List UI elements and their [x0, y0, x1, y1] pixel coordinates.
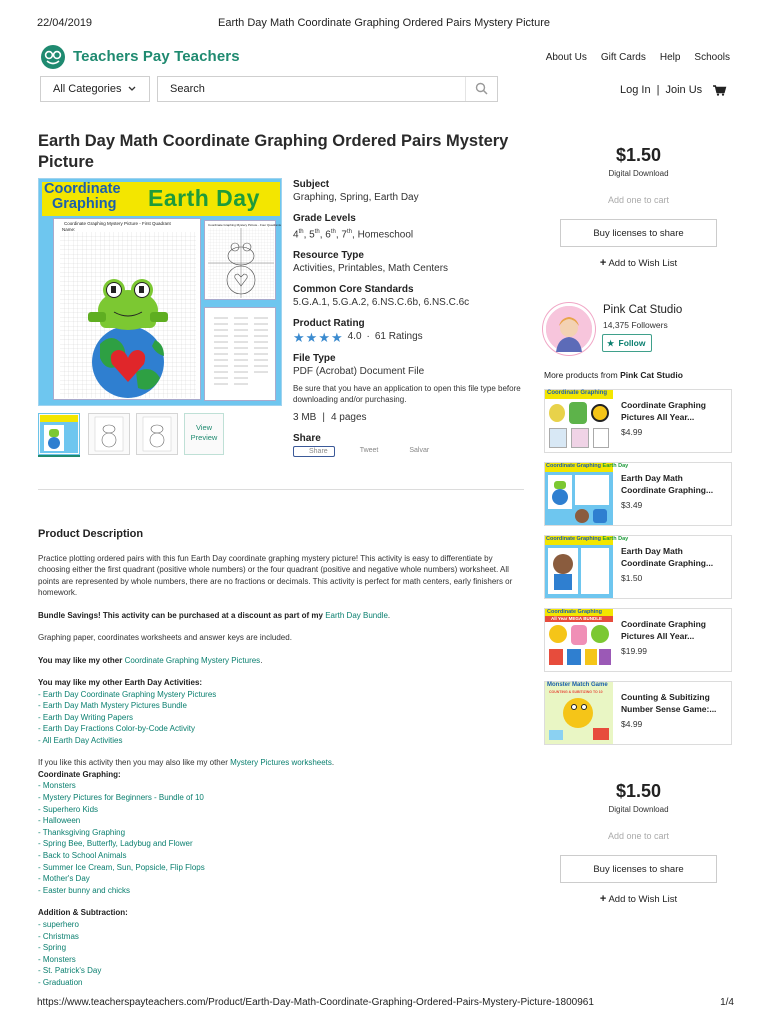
tile-label-1: Coordinate Graphing — [546, 536, 601, 542]
grade-6: 6 — [325, 229, 331, 241]
description-link-item[interactable]: - Monsters — [38, 954, 76, 964]
add-to-wishlist-button[interactable] — [560, 257, 717, 269]
star-icon: ★ — [330, 329, 343, 345]
size-separator: | — [322, 412, 325, 424]
more-product-image-label — [545, 536, 629, 545]
tile-owl — [575, 509, 589, 523]
print-date: 22/04/2019 — [37, 17, 93, 29]
seller-avatar[interactable] — [543, 303, 595, 355]
description-link-item[interactable]: - Earth Day Coordinate Graphing Mystery Pictures — [38, 689, 217, 699]
tile-monster-eye — [581, 704, 587, 710]
mystery-pictures-link[interactable]: Mystery Pictures worksheets — [230, 758, 332, 768]
wishlist-label: Add to Wish List — [608, 894, 678, 905]
thumbnail-selected-indicator — [38, 455, 80, 457]
description-link-item[interactable]: - Easter bunny and chicks — [38, 885, 131, 895]
bundle-period: . — [387, 610, 391, 620]
login-link[interactable]: Log In — [620, 84, 651, 96]
more-product-image-label-2: COUNTING & SUBITIZING TO 10 — [549, 690, 603, 694]
earth-day-links — [38, 689, 524, 747]
twitter-tweet-button[interactable]: Tweet — [359, 447, 379, 455]
more-product-image — [545, 609, 613, 671]
thumbnail-1[interactable] — [38, 413, 80, 455]
worksheet-3-drawing — [208, 312, 274, 398]
more-product-image — [545, 682, 613, 744]
print-doc-title: Earth Day Math Coordinate Graphing Ordered Pairs Mystery Picture — [218, 17, 550, 29]
image-worksheet-1 — [53, 218, 201, 400]
tile-frog — [554, 481, 566, 489]
tile-monster — [563, 698, 593, 728]
tile-recycle — [593, 509, 607, 523]
plus-icon: + — [599, 893, 607, 905]
tile-purple — [599, 649, 611, 665]
like-text: You may like my other — [38, 678, 123, 687]
digital-download-label: Digital Download — [608, 805, 669, 814]
more-product-card[interactable] — [544, 535, 732, 599]
worksheet-name-label: Name: — [62, 227, 76, 232]
print-page-number: 1/4 — [720, 997, 734, 1008]
search-placeholder: Search — [170, 83, 205, 95]
tile-sheet — [548, 548, 578, 594]
description-link-item[interactable]: - Graduation — [38, 977, 83, 987]
follow-label: Follow — [618, 338, 646, 348]
image-banner — [42, 182, 280, 216]
product-title: Earth Day Math Coordinate Graphing Ordered Pairs Mystery Picture — [38, 132, 509, 171]
seller-avatar-drawing — [546, 306, 592, 352]
join-link[interactable]: Join Us — [665, 84, 703, 96]
product-rating-row — [293, 331, 533, 343]
description-link-item[interactable]: - Back to School Animals — [38, 851, 127, 861]
category-select[interactable] — [40, 76, 150, 102]
file-size-pages — [293, 412, 533, 424]
tile-icecream — [571, 625, 587, 645]
worksheet-title: Coordinate Graphing Mystery Picture - First Quadrant — [64, 221, 171, 226]
search-input[interactable] — [157, 76, 498, 102]
coordinate-graphing-heading: Coordinate Graphing: — [38, 769, 121, 779]
grade-homeschool: Homeschool — [357, 229, 414, 241]
description-link-item[interactable]: - superhero — [38, 919, 79, 929]
chevron-down-icon — [128, 86, 136, 92]
rating-dot: · — [366, 331, 370, 343]
tile-bee — [591, 404, 609, 422]
description-link-item[interactable]: - Earth Day Fractions Color-by-Code Activity — [38, 724, 195, 734]
thumbnail-3[interactable] — [136, 413, 178, 455]
more-product-card[interactable] — [544, 389, 732, 453]
more-product-price: $3.49 — [621, 500, 643, 510]
view-preview-button[interactable]: View Preview — [184, 413, 224, 455]
included-note: Graphing paper, coordinates worksheets and answer keys are included. — [38, 633, 292, 642]
worksheet-2-title: Coordinate Graphing Mystery Picture - Four Quadrants — [208, 223, 282, 227]
description-link-item[interactable]: - Spring Bee, Butterfly, Ladybug and Flower — [38, 839, 193, 849]
top-links — [546, 52, 730, 63]
tile-yellow-circle — [549, 404, 565, 422]
more-product-title[interactable]: Coordinate Graphing Pictures All Year... — [621, 400, 706, 422]
common-core-label: Common Core Standards — [293, 284, 414, 296]
description-link-item[interactable]: - Summer Ice Cream, Sun, Popsicle, Flip Flops — [38, 862, 205, 872]
seller-followers: 14,375 Followers — [603, 320, 668, 330]
description-link-item[interactable]: - St. Patrick's Day — [38, 966, 102, 976]
more-product-price: $4.99 — [621, 427, 643, 437]
more-product-card[interactable] — [544, 462, 732, 526]
bundle-savings — [38, 610, 524, 622]
description-intro: Practice plotting ordered pairs with this fun Earth Day coordinate graphing mystery picture! This activity is easy to differentiate by choosing either the first quadrant (positive whole numbers) or the four quadrant (positive and negative whole numbers) worksheet. All points are represented by whole numbers, there are no fractions or decimals. This activity is perfect for math centers, early finishers or homework. — [38, 553, 513, 597]
tile-owl — [553, 554, 573, 574]
file-type-value: PDF (Acrobat) Document File — [293, 366, 425, 378]
thumbnail-1-earth — [48, 437, 60, 449]
tile-sheet-2 — [581, 548, 609, 594]
like-text: You may like my other — [38, 655, 123, 665]
if-text: If you like this activity then you may also like my other — [38, 758, 228, 768]
thumbnail-1-banner — [40, 415, 78, 422]
add-to-cart-button[interactable]: Add one to cart — [607, 831, 670, 841]
tile-frog — [591, 625, 609, 643]
coordinate-graphing-links — [38, 780, 524, 896]
thumbnail-2[interactable] — [88, 413, 130, 455]
section-divider — [38, 489, 524, 490]
description-link-item[interactable]: - Earth Day Math Mystery Pictures Bundle — [38, 701, 187, 711]
plus-icon: + — [599, 257, 607, 269]
purchase-box-bottom — [560, 781, 717, 905]
grade-suffix: th — [346, 229, 352, 235]
subject-value: Graphing, Spring, Earth Day — [293, 192, 419, 203]
description-link-item[interactable]: - Monsters — [38, 781, 76, 791]
mystery-pictures-line — [38, 757, 524, 769]
tile-blue-sheet — [549, 428, 567, 448]
tile-sheet-2 — [575, 475, 609, 505]
more-product-image-label-2: All Year MEGA BUNDLE — [545, 616, 613, 622]
earth-day-activities-link[interactable]: Earth Day Activities — [124, 678, 200, 687]
category-select-value: All Categories — [53, 83, 122, 95]
worksheet-2-drawing — [208, 228, 274, 298]
coordinate-mystery-link[interactable]: Coordinate Graphing Mystery Pictures — [124, 655, 261, 665]
print-url: https://www.teacherspayteachers.com/Product/Earth-Day-Math-Coordinate-Graphing-Ordered-Pairs-Mystery-Picture-1800961 — [37, 997, 594, 1008]
seller-name[interactable]: Pink Cat Studio — [603, 304, 683, 316]
image-banner-text-2: Graphing — [52, 196, 117, 212]
tile-sheet — [548, 475, 572, 509]
like-period: . — [260, 655, 263, 665]
rating-stars — [293, 329, 343, 345]
description-link-item[interactable]: - Mother's Day — [38, 874, 90, 884]
tile-earth — [552, 489, 568, 505]
share-buttons — [293, 446, 533, 457]
account-separator: | — [656, 84, 660, 96]
more-products-heading — [544, 370, 683, 380]
tile-recycle-bin — [554, 574, 572, 590]
description-link-item[interactable]: - All Earth Day Activities — [38, 735, 123, 745]
rating-value: 4.0 — [347, 331, 362, 343]
file-type-note: Be sure that you have an application to open this file type before downloading and/or purchasing. — [293, 384, 521, 405]
thumbnail-1-body — [40, 422, 78, 453]
subject-label: Subject — [293, 179, 330, 190]
account-links — [620, 84, 726, 96]
buy-licenses-button[interactable]: Buy licenses to share — [560, 219, 717, 247]
price: $1.50 — [615, 145, 662, 165]
more-product-image-label: Monster Match Game — [547, 682, 608, 688]
if-period: . — [331, 758, 335, 768]
tile-monster-eye — [571, 704, 577, 710]
more-product-card[interactable] — [544, 681, 732, 745]
add-to-wishlist-button[interactable] — [560, 893, 717, 905]
resource-type-value: Activities, Printables, Math Centers — [293, 263, 449, 275]
tile-label-2: Earth Day — [602, 463, 629, 469]
more-products-seller[interactable]: Pink Cat Studio — [620, 370, 683, 380]
common-core-value: 5.G.A.1, 5.G.A.2, 6.NS.C.6b, 6.NS.C.6c — [293, 297, 470, 309]
purchase-box — [560, 145, 717, 269]
more-product-image-label: Coordinate Graphing — [545, 609, 613, 616]
rating-count[interactable]: 61 Ratings — [374, 331, 423, 343]
tile-card — [549, 730, 563, 740]
addition-subtraction-heading: Addition & Subtraction: — [38, 908, 128, 918]
bundle-savings-text: Bundle Savings! This activity can be purchased at a discount as part of my — [38, 610, 323, 620]
cart-icon[interactable] — [713, 85, 726, 96]
like-earth-day — [38, 677, 524, 689]
page-count: 4 pages — [330, 412, 367, 424]
more-products-prefix: More products from — [544, 370, 618, 380]
grade-levels-value: 4th, 5th, 6th, 7th, Homeschool — [293, 229, 414, 241]
file-size: 3 MB — [293, 412, 317, 424]
description-link-item[interactable]: - Thanksgiving Graphing — [38, 827, 126, 837]
more-product-image-label: Coordinate Graphing — [545, 390, 613, 399]
tile-sun — [549, 625, 567, 643]
more-product-card[interactable] — [544, 608, 732, 672]
wishlist-label: Add to Wish List — [608, 258, 678, 269]
grade-levels-label: Grade Levels — [293, 213, 356, 224]
description-link-item[interactable]: - Mystery Pictures for Beginners - Bundle of 10 — [38, 793, 204, 803]
tile-red — [549, 649, 563, 665]
tile-card — [593, 728, 609, 740]
pinterest-save-button[interactable]: Salvar — [409, 447, 430, 455]
thumbnail-1-frog — [49, 429, 59, 437]
more-product-title[interactable]: Counting & Subitizing Number Sense Game:... — [621, 692, 717, 714]
product-rating-label: Product Rating — [293, 318, 365, 330]
facebook-share-button[interactable]: Share — [293, 446, 335, 457]
tile-pink-sheet — [571, 428, 589, 448]
star-icon: ★ — [607, 339, 615, 348]
more-product-image — [545, 463, 629, 525]
description-link-item[interactable]: - Earth Day Writing Papers — [38, 712, 133, 722]
worksheet-grid-drawing — [60, 232, 196, 398]
more-product-title[interactable]: Coordinate Graphing Pictures All Year... — [621, 619, 706, 641]
grade-suffix: th — [314, 229, 320, 235]
follow-button[interactable] — [602, 334, 652, 352]
thumbnail-2-drawing — [89, 414, 129, 454]
product-description — [38, 529, 524, 988]
grade-7: 7 — [341, 229, 347, 241]
about-us-link[interactable]: About Us — [545, 52, 587, 63]
schools-link[interactable]: Schools — [694, 52, 730, 63]
tile-green-block — [569, 402, 587, 424]
grade-suffix: th — [330, 229, 336, 235]
description-heading: Product Description — [38, 528, 144, 540]
thumbnail-3-drawing — [137, 414, 177, 454]
description-link-item[interactable]: - Christmas — [38, 931, 79, 941]
like-coordinate — [38, 655, 524, 667]
digital-download-label: Digital Download — [608, 169, 669, 178]
search-icon — [475, 82, 488, 95]
more-product-image — [545, 536, 629, 598]
more-product-image — [545, 390, 613, 452]
brand-name[interactable]: Teachers Pay Teachers — [73, 48, 240, 65]
share-label: Share — [293, 433, 321, 445]
description-link-item[interactable]: - Halloween — [38, 816, 81, 826]
search-button[interactable] — [465, 77, 497, 101]
addition-subtraction-links — [38, 919, 524, 989]
buy-licenses-button[interactable]: Buy licenses to share — [560, 855, 717, 883]
resource-type-label: Resource Type — [293, 250, 364, 262]
tile-blue — [567, 649, 581, 665]
product-main-image[interactable] — [38, 178, 282, 406]
like-colon: : — [199, 678, 203, 687]
file-type-label: File Type — [293, 353, 336, 365]
tpt-logo-icon[interactable] — [40, 44, 66, 70]
star-icon: ★ — [318, 329, 330, 345]
more-product-price: $1.50 — [621, 573, 643, 583]
help-link[interactable]: Help — [659, 52, 681, 63]
earth-day-bundle-link[interactable]: Earth Day Bundle — [325, 610, 388, 620]
description-link-item[interactable]: - Spring — [38, 943, 67, 953]
thumbnail-1-sheet — [44, 425, 64, 451]
tile-yellow — [585, 649, 597, 665]
add-to-cart-button[interactable]: Add one to cart — [607, 195, 670, 205]
image-banner-text-3: Earth Day — [148, 185, 260, 211]
tile-label-2: Earth Day — [602, 536, 629, 542]
tile-white-sheet — [593, 428, 609, 448]
star-icon: ★ — [305, 329, 318, 345]
price: $1.50 — [615, 781, 662, 801]
description-link-item[interactable]: - Superhero Kids — [38, 804, 99, 814]
image-banner-text-1: Coordinate — [44, 181, 121, 197]
grade-4: 4 — [293, 229, 299, 241]
more-product-price: $4.99 — [621, 719, 643, 729]
image-worksheet-2 — [204, 220, 282, 300]
star-icon: ★ — [293, 329, 305, 345]
more-product-title[interactable]: Earth Day Math Coordinate Graphing... — [621, 473, 714, 495]
tile-label-1: Coordinate Graphing — [546, 463, 601, 469]
image-worksheet-3 — [204, 307, 276, 401]
gift-cards-link[interactable]: Gift Cards — [600, 52, 646, 63]
product-details — [293, 179, 533, 457]
more-product-price: $19.99 — [621, 646, 647, 656]
more-product-image-label — [545, 463, 629, 472]
grade-suffix: th — [298, 229, 304, 235]
more-product-title[interactable]: Earth Day Math Coordinate Graphing... — [621, 546, 714, 568]
grade-5: 5 — [309, 229, 315, 241]
